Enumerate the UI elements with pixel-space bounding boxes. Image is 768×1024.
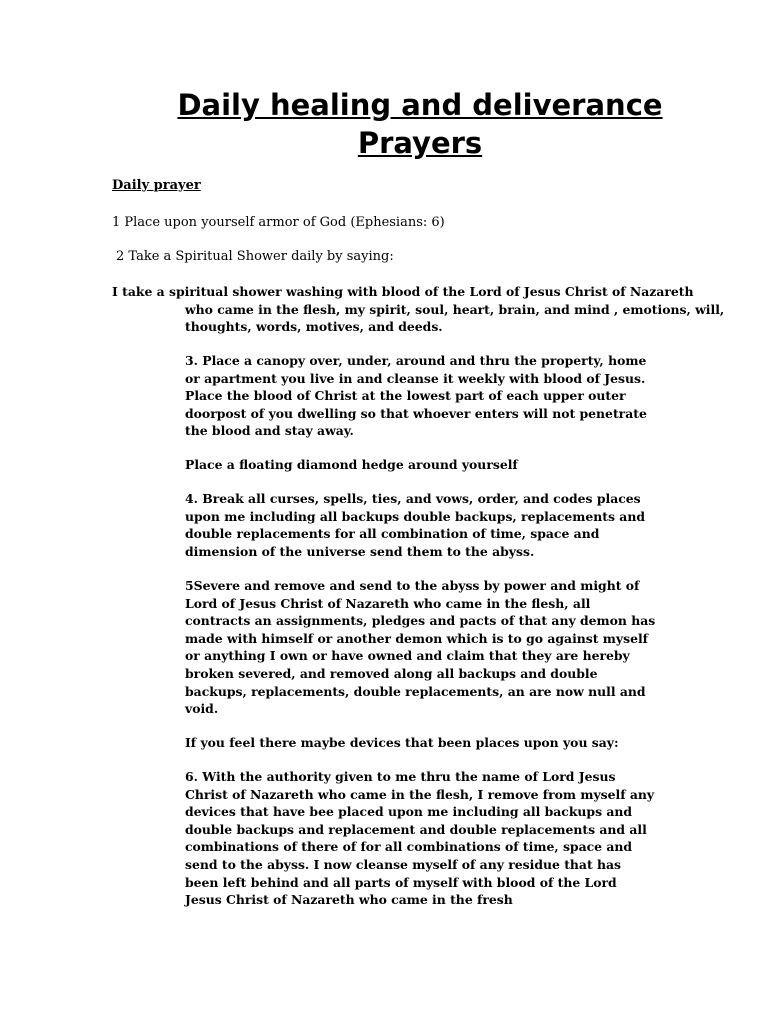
item-1-text: 1 Place upon yourself armor of God (Ephesians: 6) <box>112 215 445 230</box>
hedge-paragraph: Place a floating diamond hedge around yourself <box>185 457 518 472</box>
devices-intro-paragraph: If you feel there maybe devices that been places upon you say: <box>185 735 619 750</box>
paragraph-5: 5Severe and remove and send to the abyss by power and might of Lord of Jesus Christ of Nazareth who came in the flesh, all contracts an assignments, pledges and pacts of that any demon has made with himself or another demon which is to go against myself or anything I own or have owned and claim that they are hereby broken severed, and removed along all backups and double backups, replacements, double replacements, an are now null and void. <box>185 578 656 717</box>
item-2-text: 2 Take a Spiritual Shower daily by saying: <box>116 249 394 264</box>
shower-prayer-paragraph: I take a spiritual shower washing with blood of the Lord of Jesus Christ of Nazareth who came in the flesh, my spirit, soul, heart, brain, and mind , emotions, will, thoughts, words, motives, and deeds. <box>112 284 725 335</box>
title-line-1: Daily healing and deliverance <box>177 88 663 122</box>
section-heading: Daily prayer <box>112 178 201 193</box>
document-title <box>100 86 740 162</box>
paragraph-4: 4. Break all curses, spells, ties, and vows, order, and codes places upon me including all backups double backups, replacements and double replacements for all combination of time, space and dimension of the universe send them to the abyss. <box>185 491 645 559</box>
paragraph-3: 3. Place a canopy over, under, around and thru the property, home or apartment you live in and cleanse it weekly with blood of Jesus. Place the blood of Christ at the lowest part of each upper outer doorpost of you dwelling so that whoever enters will not penetrate the blood and stay away. <box>185 353 647 439</box>
title-line-2: Prayers <box>357 126 483 160</box>
paragraph-6: 6. With the authority given to me thru the name of Lord Jesus Christ of Nazareth who came in the flesh, I remove from myself any devices that have bee placed upon me including all backups and double backups and replacement and double replacements and all combinations of there of for all combinations of time, space and send to the abyss. I now cleanse myself of any residue that has been left behind and all parts of myself with blood of the Lord Jesus Christ of Nazareth who came in the fresh <box>185 769 655 908</box>
